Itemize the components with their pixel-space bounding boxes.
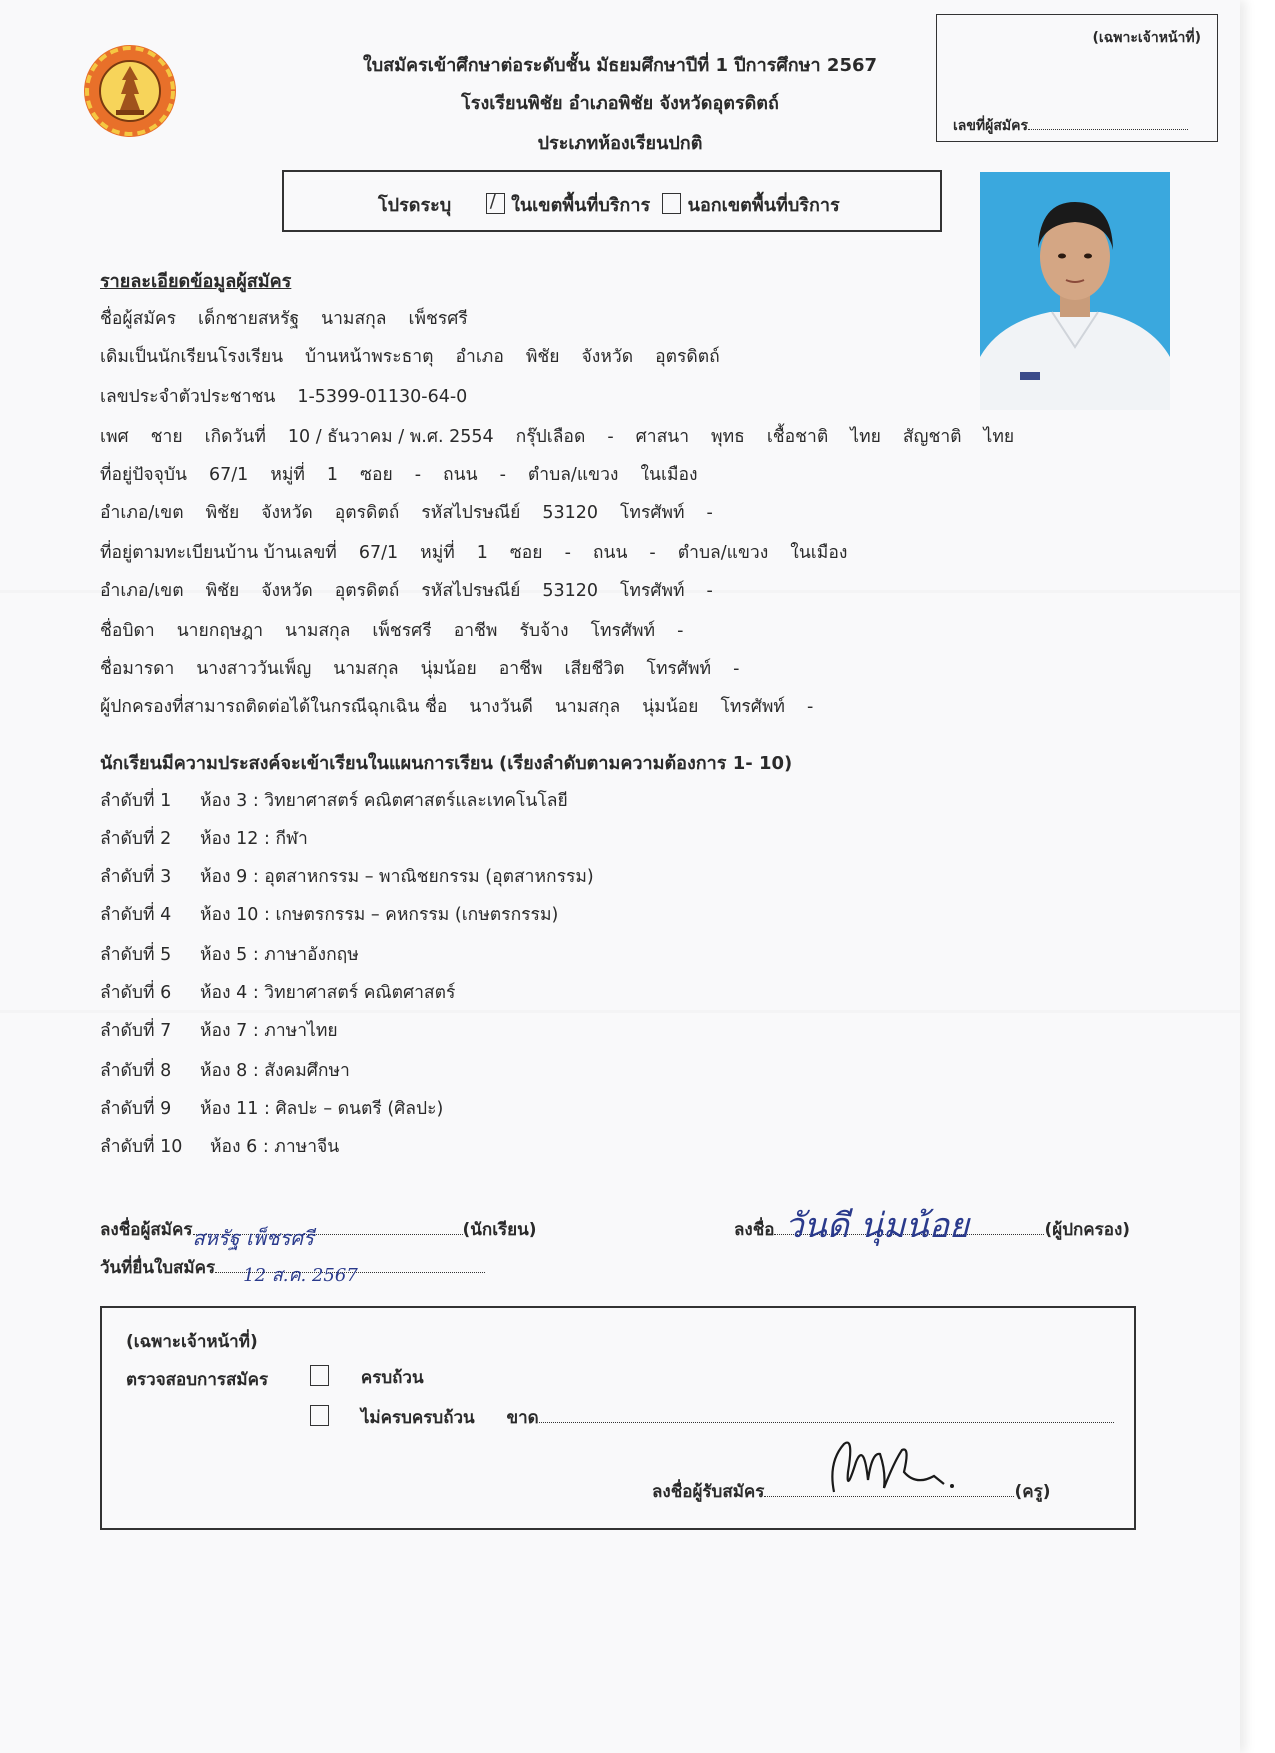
mother-row: ชื่อมารดา นางสาววันเพ็ญ นามสกุล นุ่มน้อย อาชีพ เสียชีวิต โทรศัพท์ - <box>100 659 740 679</box>
official-use-box <box>936 14 1218 142</box>
preference-row: ลำดับที่ 10 ห้อง 6 : ภาษาจีน <box>100 1137 340 1157</box>
official-verification-box <box>100 1306 1136 1530</box>
official-use-title: (เฉพาะเจ้าหน้าที่) <box>1092 30 1201 46</box>
preference-row: ลำดับที่ 7 ห้อง 7 : ภาษาไทย <box>100 1021 338 1041</box>
incomplete-checkbox[interactable] <box>310 1405 329 1426</box>
preference-row: ลำดับที่ 3 ห้อง 9 : อุตสาหกรรม – พาณิชยกรรม (อุตสาหกรรม) <box>100 867 594 887</box>
section-title: รายละเอียดข้อมูลผู้สมัคร <box>100 271 292 292</box>
preference-row: ลำดับที่ 6 ห้อง 4 : วิทยาศาสตร์ คณิตศาสตร์ <box>100 983 456 1003</box>
guardian-signature: วันดี นุ่มน้อย <box>784 1206 969 1246</box>
registered-address-row: ที่อยู่ตามทะเบียนบ้าน บ้านเลขที่ 67/1 หมู่ที่ 1 ซอย - ถนน - ตำบล/แขวง ในเมือง <box>100 543 848 563</box>
guardian-row: ผู้ปกครองที่สามารถติดต่อได้ในกรณีฉุกเฉิน ชื่อ นางวันดี นามสกุล นุ่มน้อย โทรศัพท์ - <box>100 697 814 717</box>
receiver-signature-line: ลงชื่อผู้รับสมัคร (ครู) <box>652 1478 1050 1505</box>
personal-info-row: เพศ ชาย เกิดวันที่ 10 / ธันวาคม / พ.ศ. 2554 กรุ๊ปเลือด - ศาสนา พุทธ เชื้อชาติ ไทย สัญชาติ ไทย <box>100 427 1015 447</box>
receiver-signature <box>824 1432 964 1506</box>
preference-row: ลำดับที่ 5 ห้อง 5 : ภาษาอังกฤษ <box>100 945 359 965</box>
current-address-row: ที่อยู่ปัจจุบัน 67/1 หมู่ที่ 1 ซอย - ถนน - ตำบล/แขวง ในเมือง <box>100 465 698 485</box>
study-plan-title: นักเรียนมีความประสงค์จะเข้าเรียนในแผนการเรียน (เรียงลำดับตามความต้องการ 1- 10) <box>100 753 793 774</box>
complete-checkbox[interactable] <box>310 1365 329 1386</box>
form-title: ใบสมัครเข้าศึกษาต่อระดับชั้น มัธยมศึกษาปีที่ 1 ปีการศึกษา 2567 <box>362 55 878 76</box>
official-section-title: (เฉพาะเจ้าหน้าที่) <box>126 1332 258 1352</box>
preference-row: ลำดับที่ 1 ห้อง 3 : วิทยาศาสตร์ คณิตศาสตร์และเทคโนโลยี <box>100 791 568 811</box>
applicant-photo <box>980 172 1170 410</box>
guardian-signature-line: ลงชื่อ วันดี นุ่มน้อย (ผู้ปกครอง) <box>734 1216 1130 1243</box>
preference-row: ลำดับที่ 2 ห้อง 12 : กีฬา <box>100 829 308 849</box>
school-logo <box>76 40 184 142</box>
verification-label: ตรวจสอบการสมัคร <box>126 1370 269 1390</box>
service-area-prompt: โปรดระบุ <box>378 195 452 216</box>
out-area-label: นอกเขตพื้นที่บริการ <box>687 195 840 216</box>
father-row: ชื่อบิดา นายกฤษฎา นามสกุล เพ็ชรศรี อาชีพ รับจ้าง โทรศัพท์ - <box>100 621 684 641</box>
applicant-no-label: เลขที่ผู้สมัคร <box>953 115 1188 137</box>
missing-label: ขาด <box>506 1408 539 1428</box>
in-area-checkbox[interactable]: / <box>486 193 505 214</box>
preference-row: ลำดับที่ 4 ห้อง 10 : เกษตรกรรม – คหกรรม (เกษตรกรรม) <box>100 905 559 925</box>
application-date: 12 ส.ค. 2567 <box>243 1265 358 1286</box>
classroom-type: ประเภทห้องเรียนปกติ <box>537 133 703 154</box>
applicant-signature: สหรัฐ เพ็ชรศรี <box>192 1226 314 1250</box>
current-address-row-2: อำเภอ/เขต พิชัย จังหวัด อุตรดิตถ์ รหัสไปรษณีย์ 53120 โทรศัพท์ - <box>100 503 713 523</box>
registered-address-row-2: อำเภอ/เขต พิชัย จังหวัด อุตรดิตถ์ รหัสไปรษณีย์ 53120 โทรศัพท์ - <box>100 581 713 601</box>
in-area-label: ในเขตพื้นที่บริการ <box>511 195 651 216</box>
preference-row: ลำดับที่ 8 ห้อง 8 : สังคมศึกษา <box>100 1061 350 1081</box>
school-name: โรงเรียนพิชัย อำเภอพิชัย จังหวัดอุตรดิตถ์ <box>461 93 779 114</box>
application-date-line: วันที่ยื่นใบสมัคร 12 ส.ค. 2567 <box>100 1254 485 1281</box>
previous-school-row: เดิมเป็นนักเรียนโรงเรียน บ้านหน้าพระธาตุ อำเภอ พิชัย จังหวัด อุตรดิตถ์ <box>100 347 720 367</box>
applicant-signature-line: ลงชื่อผู้สมัคร สหรัฐ เพ็ชรศรี (นักเรียน) <box>100 1216 537 1243</box>
out-area-checkbox[interactable] <box>662 193 681 214</box>
service-area-box <box>282 170 942 232</box>
preference-row: ลำดับที่ 9 ห้อง 11 : ศิลปะ – ดนตรี (ศิลปะ) <box>100 1099 444 1119</box>
applicant-name-row: ชื่อผู้สมัคร เด็กชายสหรัฐ นามสกุล เพ็ชรศรี <box>100 309 468 329</box>
citizen-id-row: เลขประจำตัวประชาชน 1-5399-01130-64-0 <box>100 387 468 407</box>
complete-label: ครบถ้วน <box>360 1368 424 1388</box>
incomplete-label: ไม่ครบครบถ้วน <box>360 1408 475 1428</box>
